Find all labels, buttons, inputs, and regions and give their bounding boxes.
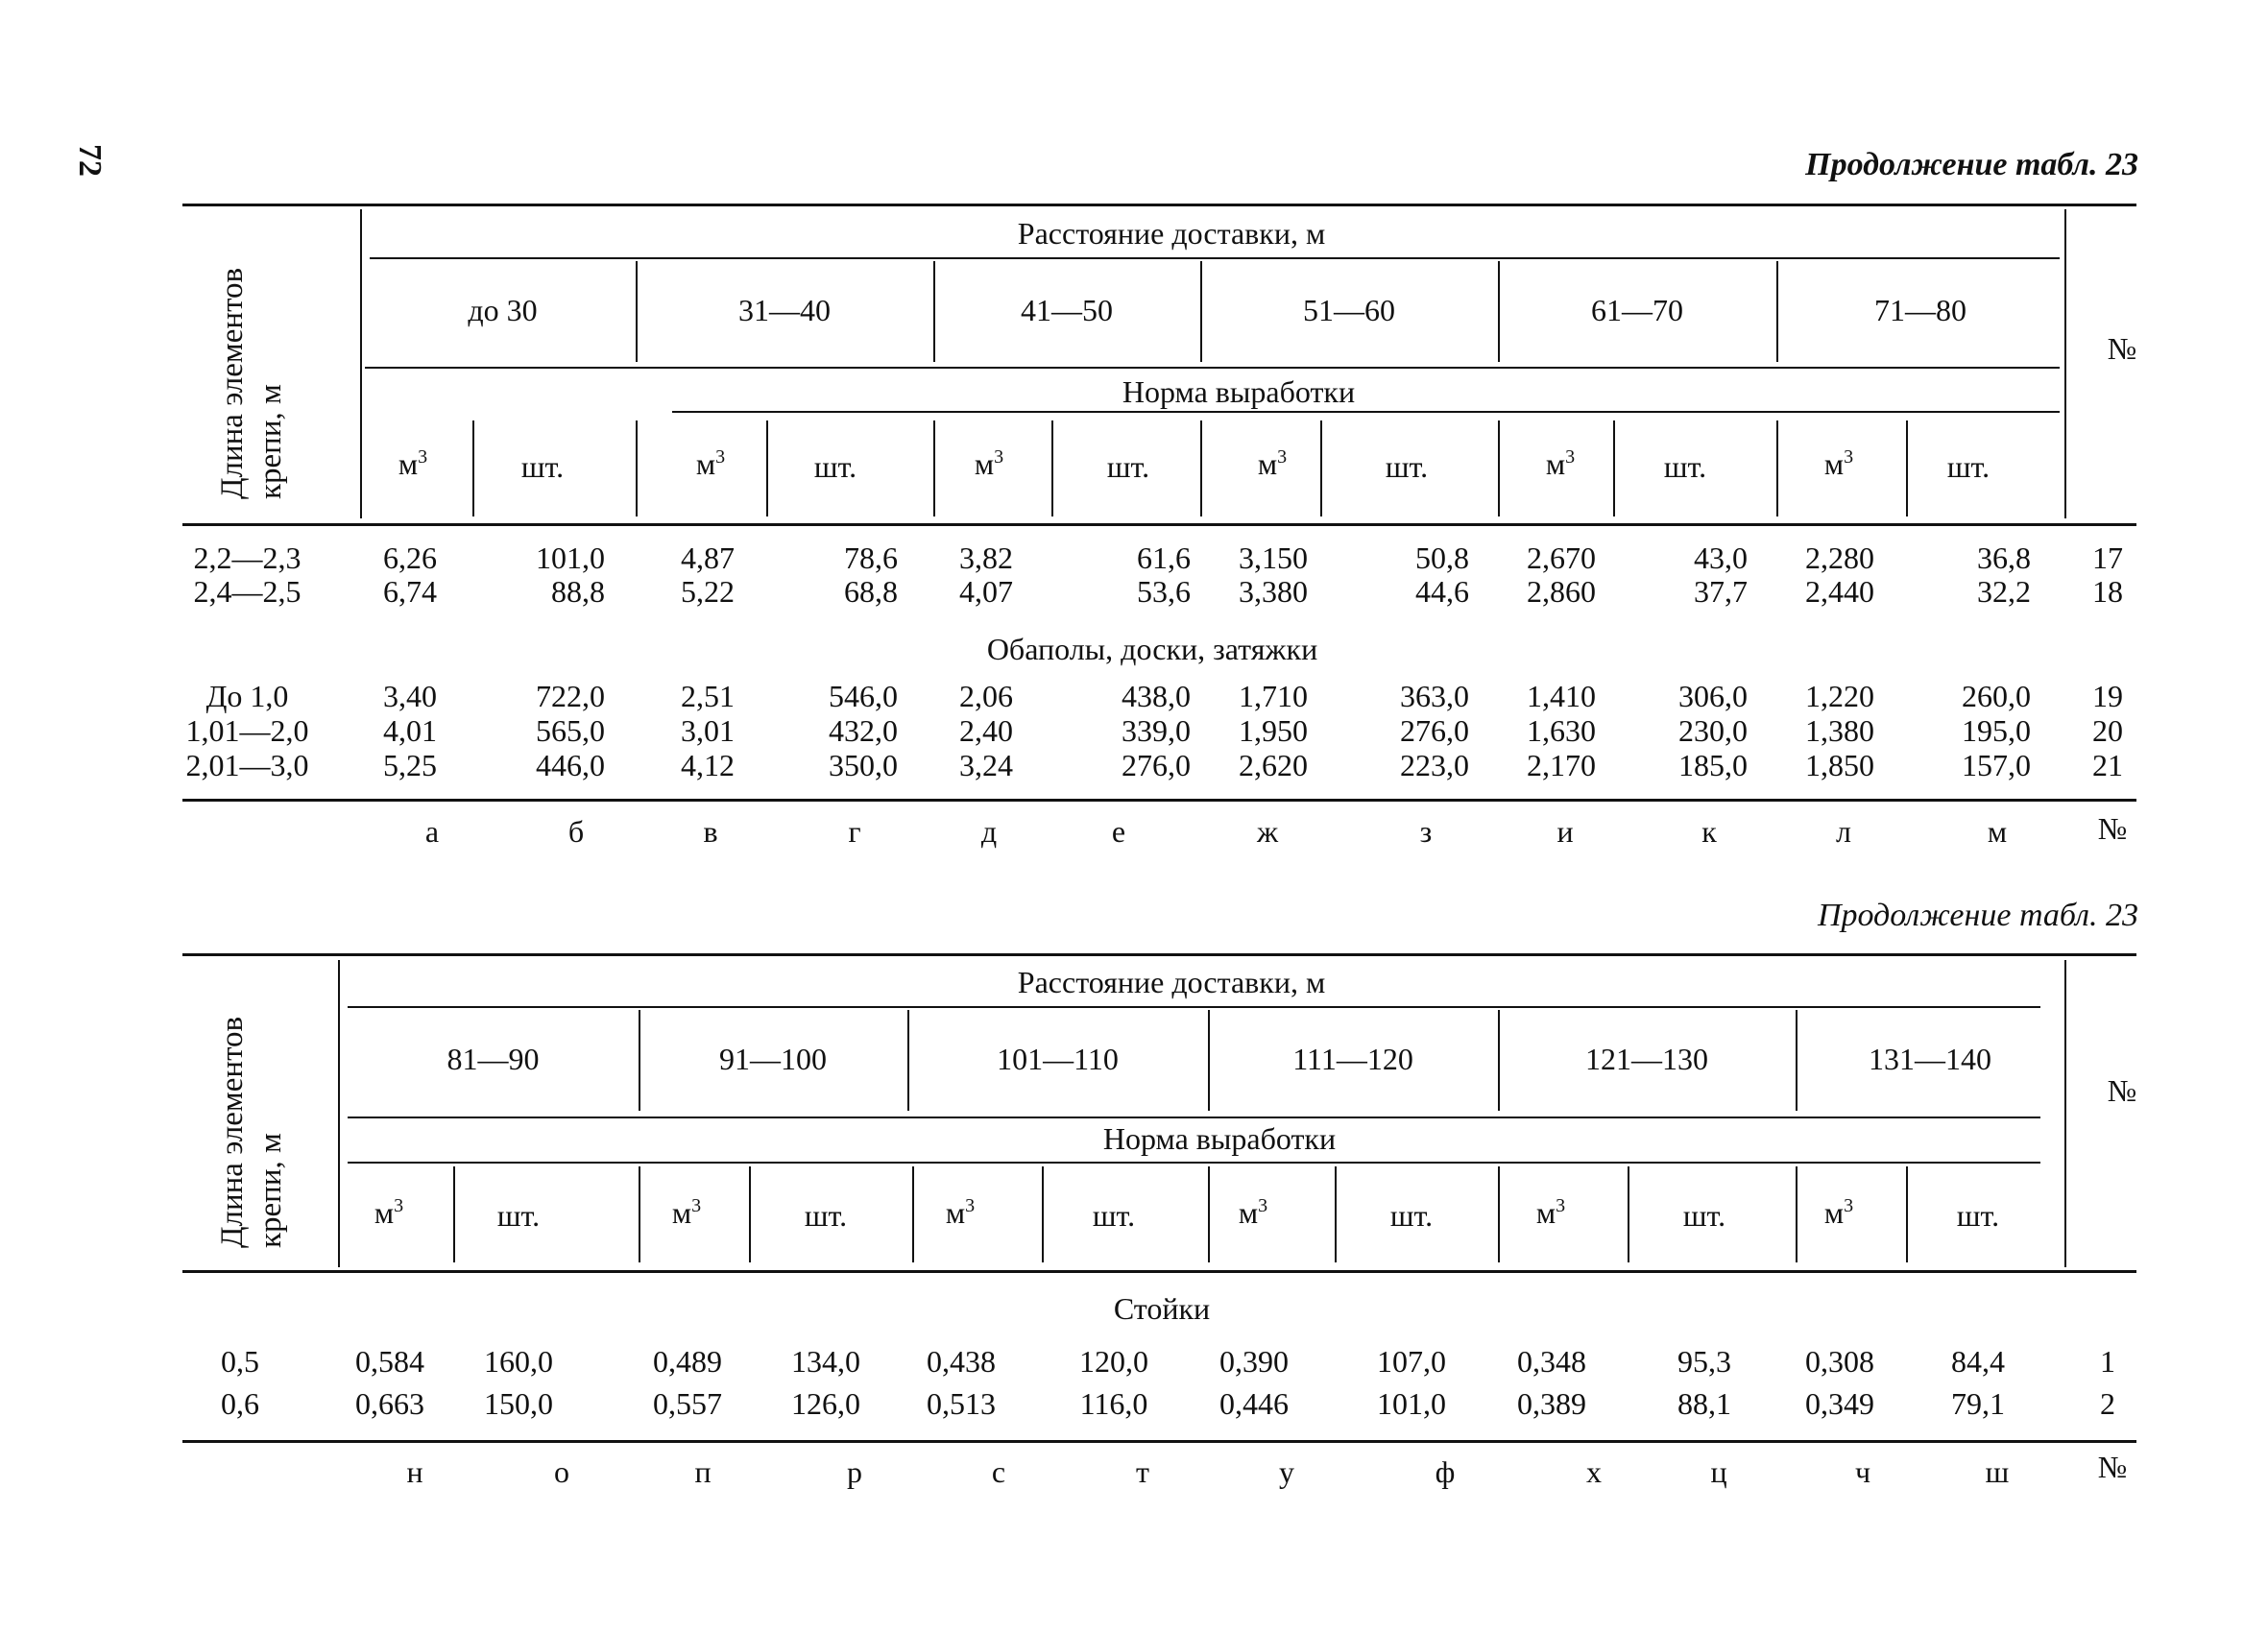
column-letter: д <box>980 814 998 849</box>
table-cell: 78,6 <box>844 540 898 575</box>
table-cell: 195,0 <box>1962 713 2031 748</box>
table-cell: 432,0 <box>829 713 898 748</box>
row-length: 1,01—2,0 <box>185 713 309 748</box>
table-cell: 0,557 <box>653 1386 722 1421</box>
table-cell: 37,7 <box>1694 574 1748 609</box>
unit-sht-9: шт. <box>1663 449 1707 484</box>
table-cell: 0,489 <box>653 1344 722 1379</box>
table-cell: 446,0 <box>536 748 605 782</box>
range-header-2-1: 91—100 <box>719 1042 827 1076</box>
table-cell: 4,07 <box>959 574 1013 609</box>
table-cell: 0,308 <box>1805 1344 1874 1379</box>
distance-header: Расстояние доставки, м <box>1017 216 1326 251</box>
table-cell: 0,348 <box>1517 1344 1586 1379</box>
range-header-2-0: 81—90 <box>446 1042 540 1076</box>
column-letter: к <box>1701 814 1717 849</box>
table-cell: 116,0 <box>1079 1386 1148 1421</box>
table-cell: 0,446 <box>1219 1386 1289 1421</box>
section-label: Обаполы, доски, затяжки <box>986 632 1318 666</box>
range-header-2: 41—50 <box>1021 293 1113 327</box>
table-cell: 126,0 <box>791 1386 860 1421</box>
unit-sht-2-11: шт. <box>1956 1198 2000 1233</box>
table-cell: 1,380 <box>1805 713 1874 748</box>
table-cell: 157,0 <box>1962 748 2031 782</box>
table-cell: 1,410 <box>1527 679 1596 713</box>
table-cell: 4,87 <box>681 540 735 575</box>
row-number: 19 <box>2092 679 2123 713</box>
table-cell: 2,280 <box>1805 540 1874 575</box>
table-1-row-header: Длина элементов крепи, м <box>215 267 288 499</box>
range-header-5: 71—80 <box>1874 293 1966 327</box>
table-cell: 0,438 <box>927 1344 996 1379</box>
table-cell: 36,8 <box>1977 540 2031 575</box>
table-cell: 32,2 <box>1977 574 2031 609</box>
range-header-4: 61—70 <box>1591 293 1683 327</box>
column-letter: ц <box>1710 1454 1727 1489</box>
unit-m3-2-4: $м^3$ <box>945 1195 976 1230</box>
table-cell: 44,6 <box>1415 574 1469 609</box>
table-cell: 0,389 <box>1517 1386 1586 1421</box>
unit-sht-2-9: шт. <box>1682 1198 1726 1233</box>
table-cell: 722,0 <box>536 679 605 713</box>
table-cell: 2,40 <box>959 713 1013 748</box>
table-cell: 3,40 <box>383 679 437 713</box>
table-cell: 6,74 <box>383 574 437 609</box>
column-letter: ч <box>1854 1454 1871 1489</box>
table-cell: 565,0 <box>536 713 605 748</box>
row-number: 2 <box>2100 1386 2115 1421</box>
column-letter: е <box>1111 814 1126 849</box>
table-cell: 84,4 <box>1951 1344 2005 1379</box>
table-cell: 363,0 <box>1400 679 1469 713</box>
no-header: № <box>2107 331 2137 366</box>
range-header-2-3: 111—120 <box>1292 1042 1413 1076</box>
row-number: 17 <box>2092 540 2123 575</box>
row-number: 20 <box>2092 713 2123 748</box>
table-cell: 4,12 <box>681 748 735 782</box>
table-cell: 1,850 <box>1805 748 1874 782</box>
range-header-2-5: 131—140 <box>1869 1042 1991 1076</box>
table-cell: 230,0 <box>1678 713 1748 748</box>
table-cell: 0,584 <box>355 1344 424 1379</box>
table-cell: 2,170 <box>1527 748 1596 782</box>
page-number: 72 <box>72 144 108 177</box>
table-cell: 4,01 <box>383 713 437 748</box>
column-letter: м <box>1987 814 2008 849</box>
table-cell: 160,0 <box>484 1344 553 1379</box>
table-cell: 50,8 <box>1415 540 1469 575</box>
table-cell: 0,513 <box>927 1386 996 1421</box>
table-cell: 3,82 <box>959 540 1013 575</box>
column-letter: п <box>694 1454 712 1489</box>
norm-header: Норма выработки <box>1122 374 1356 409</box>
column-letter: с <box>991 1454 1006 1489</box>
table-cell: 2,440 <box>1805 574 1874 609</box>
table-cell: 2,06 <box>959 679 1013 713</box>
column-letter: р <box>847 1454 862 1489</box>
row-number: 1 <box>2100 1344 2115 1379</box>
table-2-caption: Продолжение табл. 23 <box>1817 898 2138 933</box>
table-cell: 260,0 <box>1962 679 2031 713</box>
table-cell: 5,25 <box>383 748 437 782</box>
range-header-2-2: 101—110 <box>997 1042 1119 1076</box>
table-cell: 120,0 <box>1079 1344 1148 1379</box>
table-cell: 2,620 <box>1239 748 1308 782</box>
table-cell: 438,0 <box>1122 679 1191 713</box>
column-letter: и <box>1556 814 1574 849</box>
column-letter: у <box>1279 1454 1294 1489</box>
unit-sht-3: шт. <box>813 449 857 484</box>
table-cell: 134,0 <box>791 1344 860 1379</box>
unit-m3-2-10: $м^3$ <box>1823 1195 1854 1230</box>
column-letter: г <box>848 814 861 849</box>
table-cell: 3,150 <box>1239 540 1308 575</box>
table-cell: 107,0 <box>1377 1344 1446 1379</box>
range-header-0: до 30 <box>468 293 538 327</box>
table-cell: 185,0 <box>1678 748 1748 782</box>
column-letter: т <box>1136 1454 1149 1489</box>
column-letter: х <box>1586 1454 1602 1489</box>
unit-m3-2-2: $м^3$ <box>671 1195 702 1230</box>
letters-no: № <box>2097 811 2128 846</box>
unit-m3-2: $м^3$ <box>695 446 726 481</box>
range-header-3: 51—60 <box>1303 293 1395 327</box>
unit-m3-2-8: $м^3$ <box>1535 1195 1566 1230</box>
letters-no-2: № <box>2097 1450 2128 1484</box>
row-number: 21 <box>2092 748 2123 782</box>
row-length: 0,5 <box>221 1344 259 1379</box>
unit-m3-8: $м^3$ <box>1545 446 1576 481</box>
unit-m3-2-0: $м^3$ <box>374 1195 404 1230</box>
table-cell: 88,1 <box>1677 1386 1731 1421</box>
table-cell: 6,26 <box>383 540 437 575</box>
unit-sht-2-3: шт. <box>804 1198 848 1233</box>
unit-sht-5: шт. <box>1106 449 1150 484</box>
range-header-1: 31—40 <box>738 293 831 327</box>
unit-m3-0: $м^3$ <box>398 446 428 481</box>
table-cell: 79,1 <box>1951 1386 2005 1421</box>
table-cell: 61,6 <box>1137 540 1191 575</box>
table-cell: 101,0 <box>536 540 605 575</box>
table-cell: 306,0 <box>1678 679 1748 713</box>
column-letter: о <box>554 1454 569 1489</box>
row-length: 2,4—2,5 <box>193 574 302 609</box>
distance-header-2: Расстояние доставки, м <box>1017 965 1326 999</box>
table-cell: 350,0 <box>829 748 898 782</box>
column-letter: ш <box>1985 1454 2010 1489</box>
unit-m3-10: $м^3$ <box>1823 446 1854 481</box>
table-cell: 95,3 <box>1677 1344 1731 1379</box>
column-letter: а <box>424 814 440 849</box>
table-cell: 0,390 <box>1219 1344 1289 1379</box>
table-cell: 101,0 <box>1377 1386 1446 1421</box>
table-cell: 68,8 <box>844 574 898 609</box>
table-cell: 2,670 <box>1527 540 1596 575</box>
row-length: 2,01—3,0 <box>185 748 309 782</box>
table-cell: 276,0 <box>1122 748 1191 782</box>
table-cell: 150,0 <box>484 1386 553 1421</box>
row-length: До 1,0 <box>205 679 289 713</box>
table-cell: 276,0 <box>1400 713 1469 748</box>
table-cell: 223,0 <box>1400 748 1469 782</box>
table-cell: 1,710 <box>1239 679 1308 713</box>
table-cell: 0,663 <box>355 1386 424 1421</box>
table-cell: 1,220 <box>1805 679 1874 713</box>
column-letter: ж <box>1256 814 1279 849</box>
unit-sht-7: шт. <box>1385 449 1429 484</box>
table-cell: 3,380 <box>1239 574 1308 609</box>
unit-m3-4: $м^3$ <box>974 446 1004 481</box>
table-cell: 43,0 <box>1694 540 1748 575</box>
table-cell: 53,6 <box>1137 574 1191 609</box>
table-cell: 1,950 <box>1239 713 1308 748</box>
table-cell: 3,24 <box>959 748 1013 782</box>
unit-m3-2-6: $м^3$ <box>1238 1195 1268 1230</box>
unit-sht-2-7: шт. <box>1389 1198 1434 1233</box>
table-cell: 1,630 <box>1527 713 1596 748</box>
row-length: 0,6 <box>221 1386 259 1421</box>
column-letter: н <box>406 1454 423 1489</box>
row-length: 2,2—2,3 <box>193 540 302 575</box>
norm-header-2: Норма выработки <box>1102 1121 1337 1156</box>
unit-sht-2-1: шт. <box>496 1198 541 1233</box>
table-cell: 3,01 <box>681 713 735 748</box>
table-cell: 546,0 <box>829 679 898 713</box>
unit-sht-11: шт. <box>1946 449 1991 484</box>
no-header-2: № <box>2107 1073 2137 1108</box>
column-letter: з <box>1419 814 1433 849</box>
table-2-row-header: Длина элементов крепи, м <box>215 1016 288 1248</box>
column-letter: л <box>1836 814 1851 849</box>
unit-sht-1: шт. <box>520 449 565 484</box>
column-letter: в <box>703 814 718 849</box>
range-header-2-4: 121—130 <box>1585 1042 1708 1076</box>
section-label-2: Стойки <box>1113 1291 1211 1326</box>
table-cell: 2,51 <box>681 679 735 713</box>
row-number: 18 <box>2092 574 2123 609</box>
table-1-caption: Продолжение табл. 23 <box>1805 147 2138 182</box>
column-letter: б <box>567 814 585 849</box>
unit-m3-6: $м^3$ <box>1257 446 1288 481</box>
table-cell: 339,0 <box>1122 713 1191 748</box>
table-cell: 2,860 <box>1527 574 1596 609</box>
column-letter: ф <box>1435 1454 1456 1489</box>
table-cell: 88,8 <box>551 574 605 609</box>
table-cell: 0,349 <box>1805 1386 1874 1421</box>
table-cell: 5,22 <box>681 574 735 609</box>
unit-sht-2-5: шт. <box>1092 1198 1136 1233</box>
